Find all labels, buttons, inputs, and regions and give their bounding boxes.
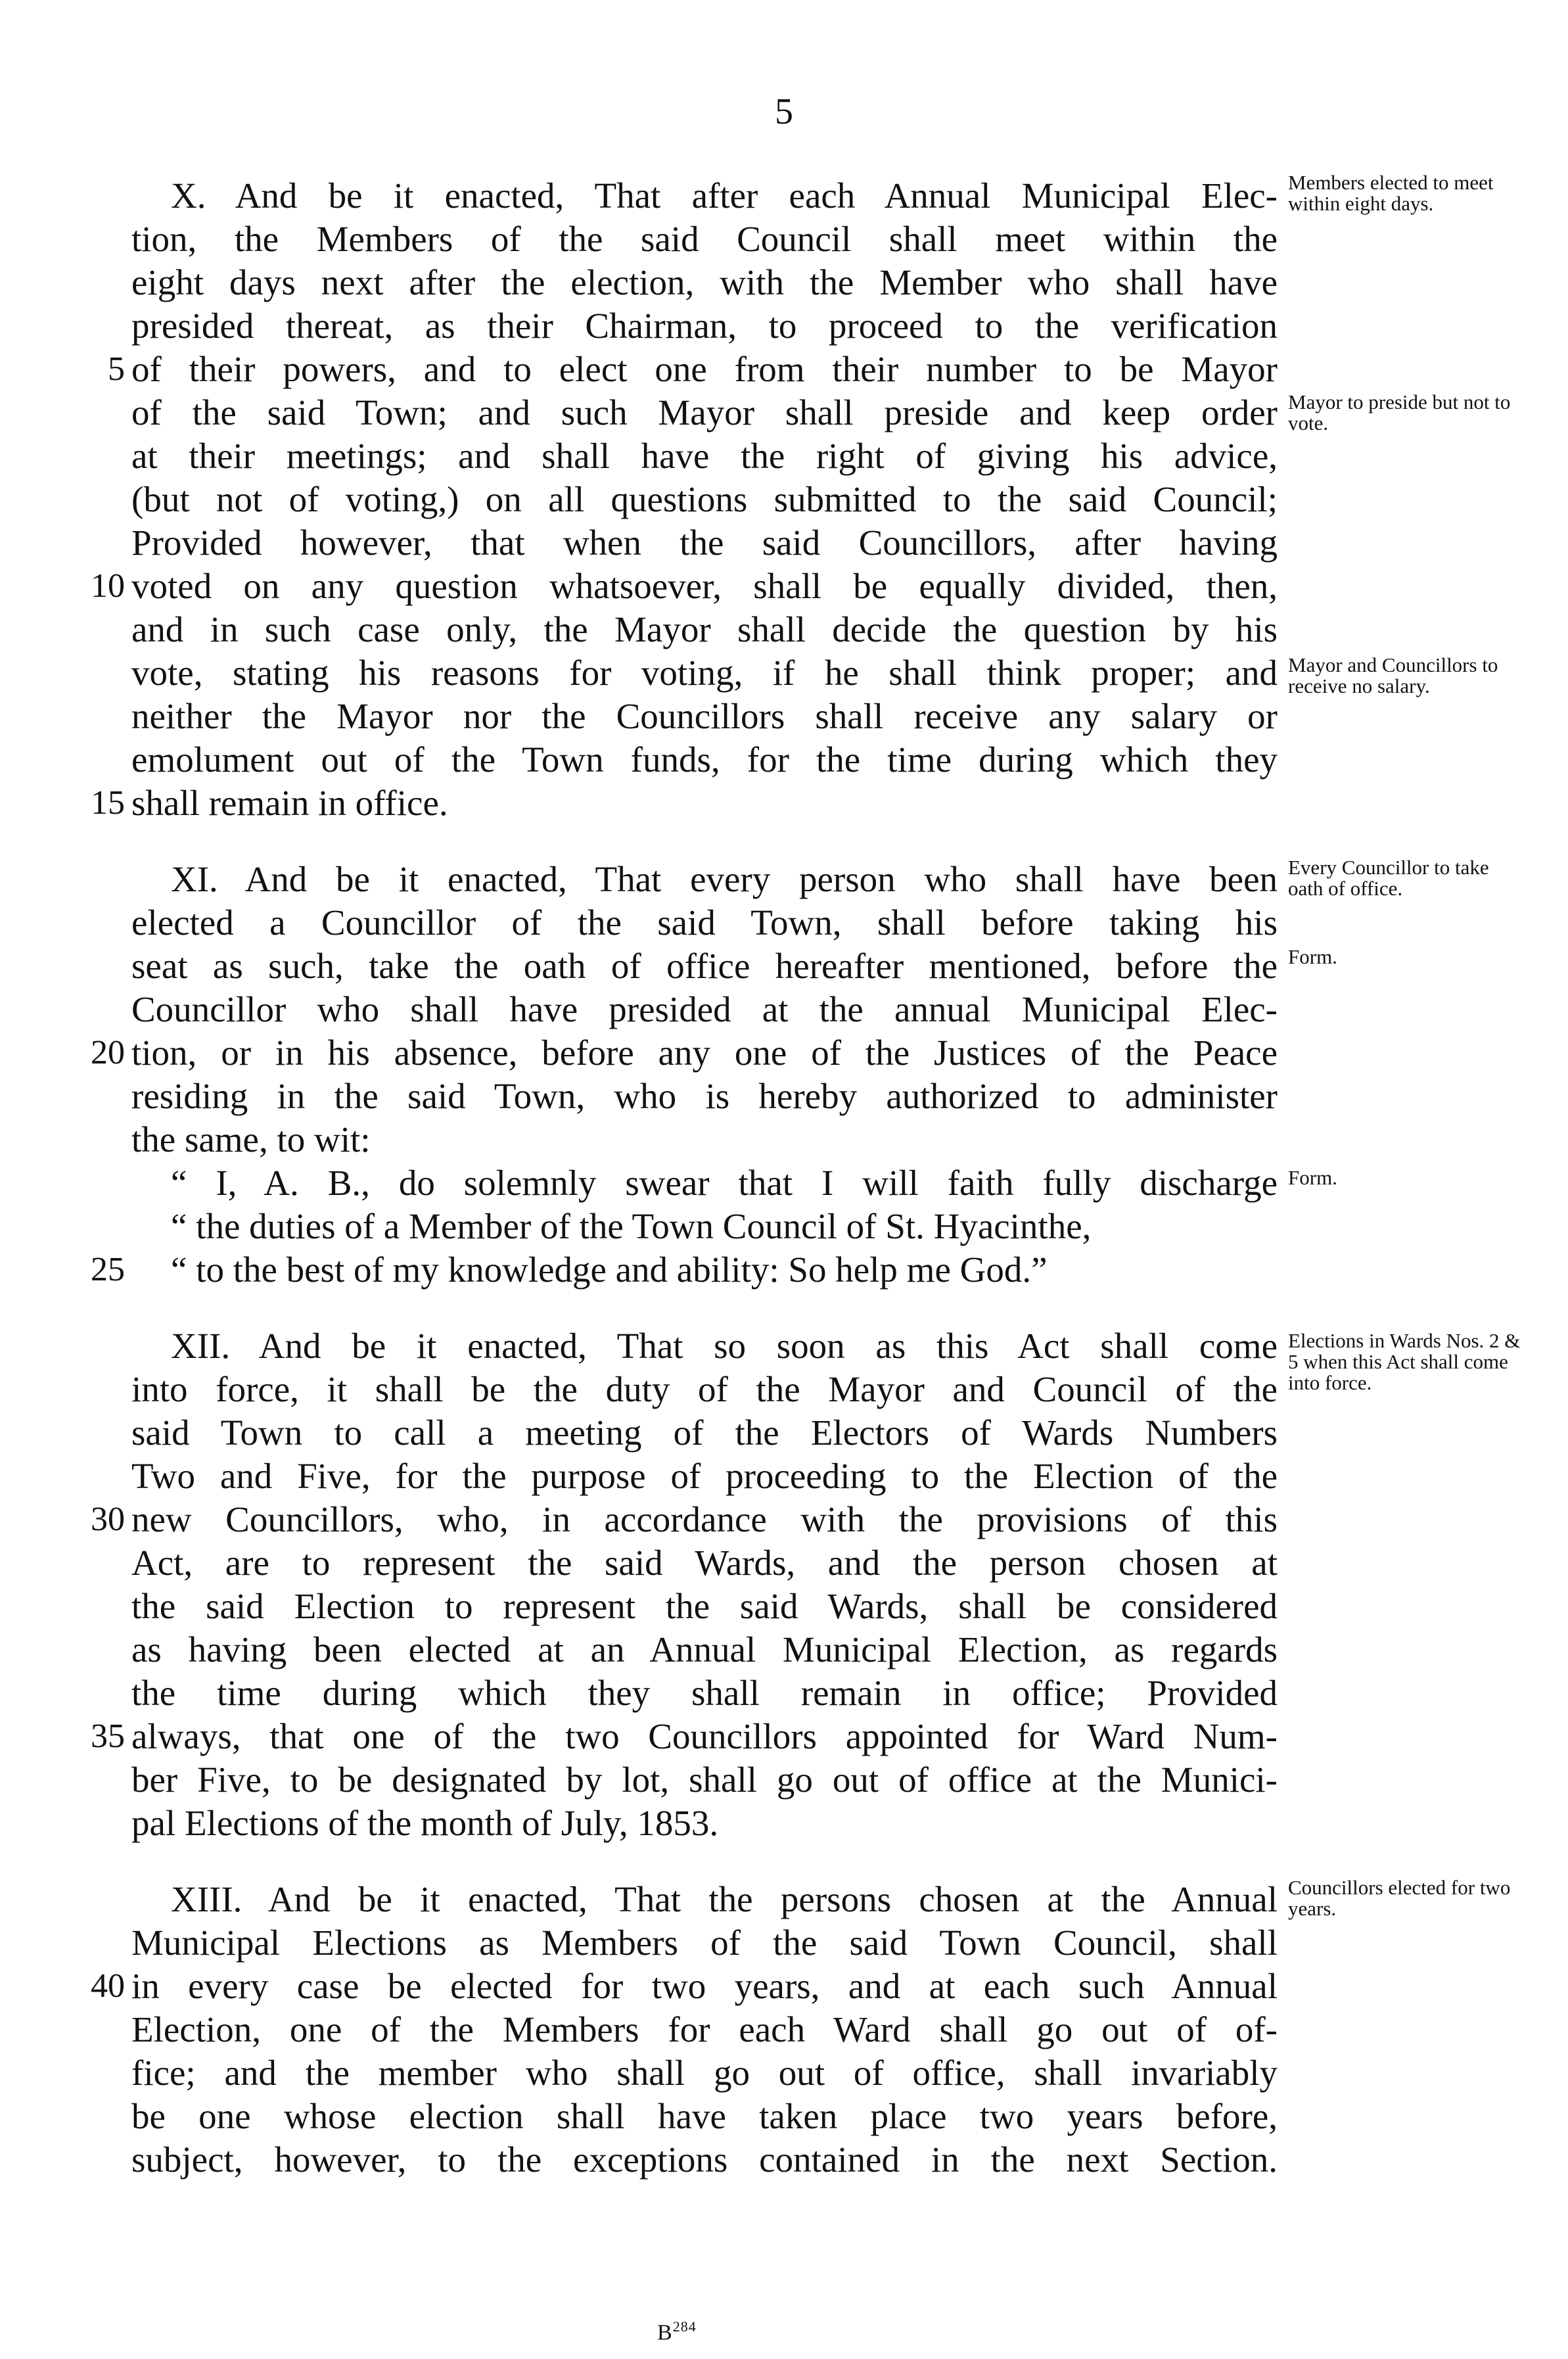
text-line: of the said Town; and such Mayor shall preside and keep order xyxy=(131,392,1278,432)
margin-note: Mayor and Councillors to receive no salary. xyxy=(1288,653,1498,697)
text-line: (but not of voting,) on all questions submitted to the said Council; xyxy=(131,479,1278,519)
text-line: at their meetings; and shall have the right of giving his advice, xyxy=(131,436,1278,476)
page-number: 5 xyxy=(775,91,793,132)
margin-note: Elections in Wards Nos. 2 & 5 when this Act shall come into force. xyxy=(1288,1329,1521,1394)
line-number: 20 xyxy=(91,1034,125,1071)
text-line: the said Election to represent the said Wards, shall be considered xyxy=(131,1586,1278,1626)
margin-note: Form. xyxy=(1288,1166,1337,1189)
text-line: shall remain in office. xyxy=(131,783,448,823)
text-line: into force, it shall be the duty of the Mayor and Council of the xyxy=(131,1369,1278,1409)
text-line: tion, the Members of the said Council shall meet within the xyxy=(131,219,1278,259)
text-line: tion, or in his absence, before any one of the Justices of the Peace xyxy=(131,1033,1278,1073)
text-line: Act, are to represent the said Wards, and the person chosen at xyxy=(131,1543,1278,1583)
text-line: always, that one of the two Councillors appointed for Ward Num- xyxy=(131,1716,1278,1756)
text-line: elected a Councillor of the said Town, shall before taking his xyxy=(131,902,1278,943)
line-number: 10 xyxy=(91,567,125,605)
text-line: “ the duties of a Member of the Town Council of St. Hyacinthe, xyxy=(171,1206,1092,1246)
text-line: Two and Five, for the purpose of proceeding to the Election of the xyxy=(131,1456,1278,1496)
text-line: ber Five, to be designated by lot, shall go out of office at the Munici- xyxy=(131,1760,1278,1800)
text-line: vote, stating his reasons for voting, if he shall think proper; and xyxy=(131,653,1278,693)
text-line: and in such case only, the Mayor shall decide the question by his xyxy=(131,609,1278,649)
text-line: residing in the said Town, who is hereby authorized to administer xyxy=(131,1076,1278,1116)
text-line: Provided however, that when the said Councillors, after having xyxy=(131,523,1278,563)
text-line: presided thereat, as their Chairman, to proceed to the verification xyxy=(131,306,1278,346)
text-line: eight days next after the election, with the Member who shall have xyxy=(131,262,1278,302)
text-line: voted on any question whatsoever, shall be equally divided, then, xyxy=(131,566,1278,606)
text-line: XI. And be it enacted, That every person who shall have been xyxy=(171,859,1278,899)
text-line: the time during which they shall remain in office; Provided xyxy=(131,1673,1278,1713)
text-line: subject, however, to the exceptions contained in the next Section. xyxy=(131,2139,1278,2180)
text-line: XII. And be it enacted, That so soon as this Act shall come xyxy=(171,1326,1278,1366)
line-number: 30 xyxy=(91,1501,125,1538)
margin-note: Form. xyxy=(1288,945,1337,968)
text-line: pal Elections of the month of July, 1853. xyxy=(131,1803,719,1843)
text-line: XIII. And be it enacted, That the persons chosen at the Annual xyxy=(171,1879,1278,1919)
text-line: be one whose election shall have taken place two years before, xyxy=(131,2096,1278,2136)
line-number: 35 xyxy=(91,1717,125,1755)
text-line: of their powers, and to elect one from their number to be Mayor xyxy=(131,349,1278,389)
margin-note: Members elected to meet within eight days. xyxy=(1288,171,1494,215)
text-line: in every case be elected for two years, and at each such Annual xyxy=(131,1966,1278,2006)
text-line: “ to the best of my knowledge and ability: So help me God.” xyxy=(171,1250,1048,1290)
signature-mark: $B^{284}$ xyxy=(657,2318,697,2345)
line-number: 15 xyxy=(91,784,125,822)
text-line: Councillor who shall have presided at the annual Municipal Elec- xyxy=(131,989,1278,1029)
text-line: as having been elected at an Annual Municipal Election, as regards xyxy=(131,1629,1278,1670)
text-line: neither the Mayor nor the Councillors shall receive any salary or xyxy=(131,696,1278,736)
margin-note: Councillors elected for two years. xyxy=(1288,1876,1511,1920)
text-line: “ I, A. B., do solemnly swear that I will faith fully discharge xyxy=(171,1163,1278,1203)
margin-note: Mayor to preside but not to vote. xyxy=(1288,390,1511,434)
text-line: said Town to call a meeting of the Electors of Wards Numbers xyxy=(131,1413,1278,1453)
text-line: X. And be it enacted, That after each Annual Municipal Elec- xyxy=(171,175,1278,216)
margin-note: Every Councillor to take oath of office. xyxy=(1288,856,1489,900)
text-line: the same, to wit: xyxy=(131,1119,371,1159)
line-number: 40 xyxy=(91,1967,125,2005)
line-number: 25 xyxy=(91,1251,125,1288)
text-line: new Councillors, who, in accordance with the provisions of this xyxy=(131,1499,1278,1539)
text-line: fice; and the member who shall go out of office, shall invariably xyxy=(131,2053,1278,2093)
text-line: seat as such, take the oath of office hereafter mentioned, before the xyxy=(131,946,1278,986)
text-line: Municipal Elections as Members of the said Town Council, shall xyxy=(131,1923,1278,1963)
text-line: Election, one of the Members for each Ward shall go out of of- xyxy=(131,2009,1278,2049)
line-number: 5 xyxy=(108,350,125,388)
text-line: emolument out of the Town funds, for the time during which they xyxy=(131,739,1278,780)
